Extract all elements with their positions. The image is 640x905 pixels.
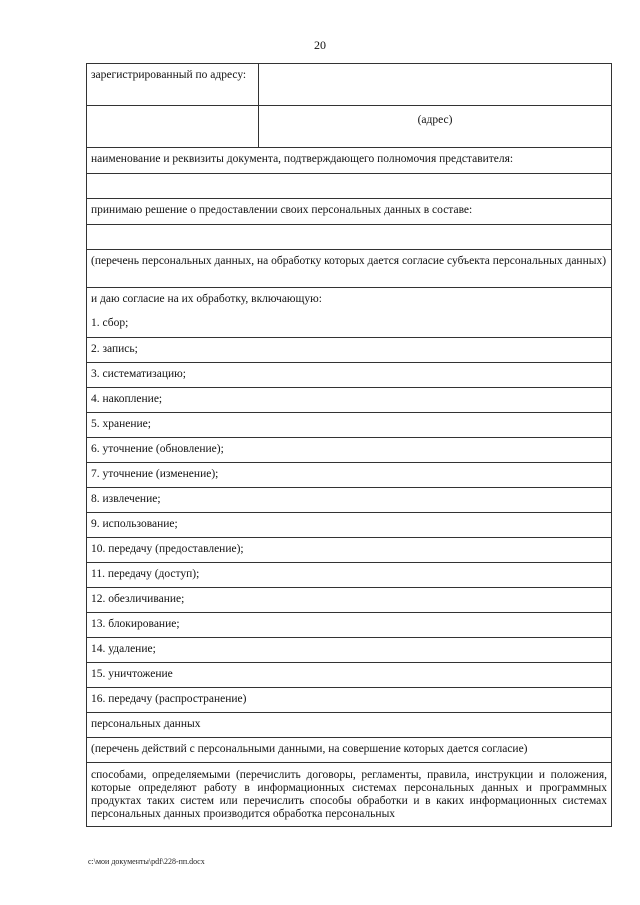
personal-data-label-row: персональных данных: [87, 712, 611, 737]
document-label-row: наименование и реквизиты документа, подтверждающего полномочия представителя:: [87, 147, 611, 173]
document-field[interactable]: [87, 173, 611, 198]
action-item: 1. сбор;: [91, 317, 129, 329]
consent-intro-row: и даю согласие на их обработку, включающую:: [87, 287, 611, 312]
actions-caption-row: (перечень действий с персональными данными, на совершение которых дается согласие): [87, 737, 611, 762]
actions-list: [87, 312, 611, 712]
action-item: 6. уточнение (обновление);: [87, 437, 611, 462]
action-item: 7. уточнение (изменение);: [87, 462, 611, 487]
action-item: 16. передачу (распространение): [87, 687, 611, 712]
action-item: 2. запись;: [87, 337, 611, 362]
registered-address-field[interactable]: [259, 64, 611, 105]
address-empty-cell[interactable]: [87, 106, 259, 147]
registered-address-label: зарегистрированный по адресу:: [87, 64, 259, 105]
action-item: 15. уничтожение: [87, 662, 611, 687]
personal-data-field[interactable]: [87, 224, 611, 249]
methods-text-row: способами, определяемыми (перечислить договоры, регламенты, правила, инструкции и положения, которые определяют работу в информационных системах персональных данных и программных продуктах таких систем или перечислить способы обработки и в каких информационных системах персональных данных производится обработка персональных: [87, 762, 611, 826]
action-item: 10. передачу (предоставление);: [87, 537, 611, 562]
page-number: 20: [314, 38, 326, 52]
action-item: 4. накопление;: [87, 387, 611, 412]
action-item: 3. систематизацию;: [87, 362, 611, 387]
registered-address-row: [87, 64, 611, 105]
decision-text-row: принимаю решение о предоставлении своих персональных данных в составе:: [87, 198, 611, 224]
consent-form-table: [86, 63, 612, 827]
action-item: 14. удаление;: [87, 637, 611, 662]
action-item: 12. обезличивание;: [87, 587, 611, 612]
address-caption: (адрес): [417, 114, 453, 126]
action-item: 9. использование;: [87, 512, 611, 537]
footer-file-path: c:\мои документы\pdf\228-пп.docx: [88, 857, 205, 866]
action-item: 13. блокирование;: [87, 612, 611, 637]
personal-data-caption: (перечень персональных данных, на обработку которых дается согласие субъекта персональных данных): [87, 249, 611, 287]
action-item: 11. передачу (доступ);: [87, 562, 611, 587]
action-item: 5. хранение;: [87, 412, 611, 437]
address-caption-row: [87, 105, 611, 147]
action-item: 8. извлечение;: [87, 487, 611, 512]
